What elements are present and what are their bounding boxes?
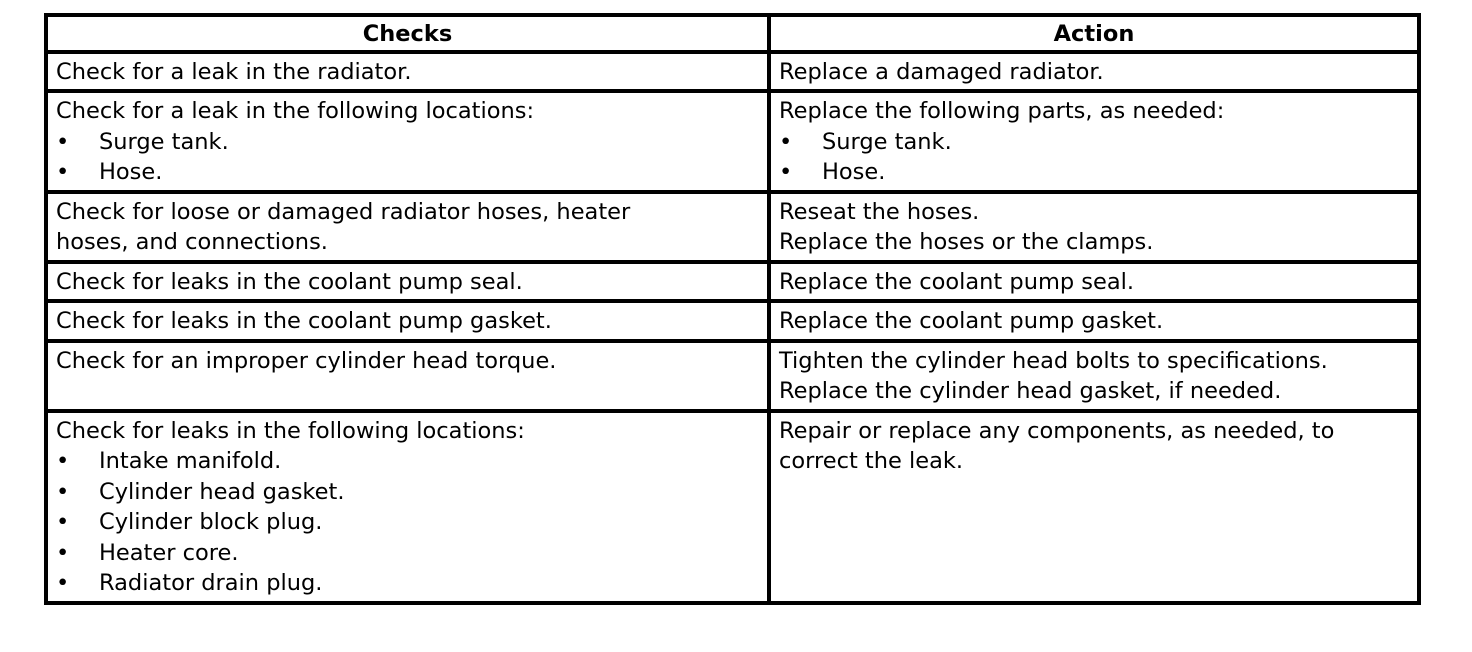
table-body [46,52,1419,603]
bullet-item [56,127,759,158]
action-cell [769,301,1419,341]
check-cell [46,341,769,411]
bullet-text: Cylinder block plug. [99,509,323,535]
bullet-text: Surge tank. [822,128,952,155]
action-text-line: Replace the hoses or the clamps. [779,229,1154,255]
bullet-icon: • [56,159,70,185]
check-cell [46,52,769,92]
bullet-icon: • [56,448,70,474]
bullet-item [56,446,759,477]
bullet-item [56,568,759,599]
table-row [46,411,1419,603]
table-row [46,301,1419,341]
bullet-text: Intake manifold. [99,448,282,474]
bullet-icon: • [56,509,70,535]
check-text-line: hoses, and connections. [56,229,328,255]
bullet-text: Hose. [99,159,163,185]
table-row [46,91,1419,192]
checks-actions-table [44,13,1421,605]
header-action: Action [769,15,1419,52]
bullet-icon: • [779,128,793,155]
check-text-line: Check for a leak in the following locations: [56,98,535,124]
table-row [46,341,1419,411]
bullet-item [56,157,759,188]
check-cell [46,301,769,341]
action-text-line: Replace the following parts, as needed: [779,98,1225,124]
action-cell [769,411,1419,603]
check-text-line: Check for a leak in the radiator. [56,58,412,85]
table-row [46,52,1419,92]
bullet-icon: • [56,128,70,155]
bullet-icon: • [56,478,70,505]
bullet-item [56,538,759,569]
action-text-line: Tighten the cylinder head bolts to specifications. [779,347,1328,374]
check-cell [46,192,769,262]
check-text-line: Check for an improper cylinder head torque. [56,347,557,374]
check-cell [46,91,769,192]
bullet-text: Hose. [822,159,886,185]
action-text-line: Replace the coolant pump seal. [779,268,1135,295]
bullet-icon: • [56,539,70,566]
bullet-item [779,157,1409,188]
bullet-text: Radiator drain plug. [99,570,323,596]
bullet-item [56,477,759,508]
check-text-line: Check for loose or damaged radiator hoses, heater [56,198,631,225]
check-text-line: Check for leaks in the coolant pump seal. [56,268,523,295]
bullet-item [779,127,1409,158]
check-cell [46,411,769,603]
action-cell [769,192,1419,262]
header-row [46,15,1419,52]
action-cell [769,262,1419,302]
bullet-item [56,507,759,538]
check-text-line: Check for leaks in the following locations: [56,417,525,444]
bullet-text: Cylinder head gasket. [99,478,345,505]
bullet-icon: • [779,159,793,185]
header-checks: Checks [46,15,769,52]
action-text-line: Replace the coolant pump gasket. [779,308,1164,334]
action-cell [769,52,1419,92]
action-text-line: Reseat the hoses. [779,198,980,225]
action-text-line: Replace a damaged radiator. [779,58,1104,85]
check-cell [46,262,769,302]
action-cell [769,341,1419,411]
table-row [46,262,1419,302]
action-text-line: Repair or replace any components, as needed, to [779,417,1335,444]
table-row [46,192,1419,262]
bullet-text: Surge tank. [99,128,229,155]
action-cell [769,91,1419,192]
action-text-line: correct the leak. [779,448,964,474]
bullet-icon: • [56,570,70,596]
check-text-line: Check for leaks in the coolant pump gasket. [56,308,552,334]
action-text-line: Replace the cylinder head gasket, if needed. [779,378,1282,404]
bullet-text: Heater core. [99,539,239,566]
